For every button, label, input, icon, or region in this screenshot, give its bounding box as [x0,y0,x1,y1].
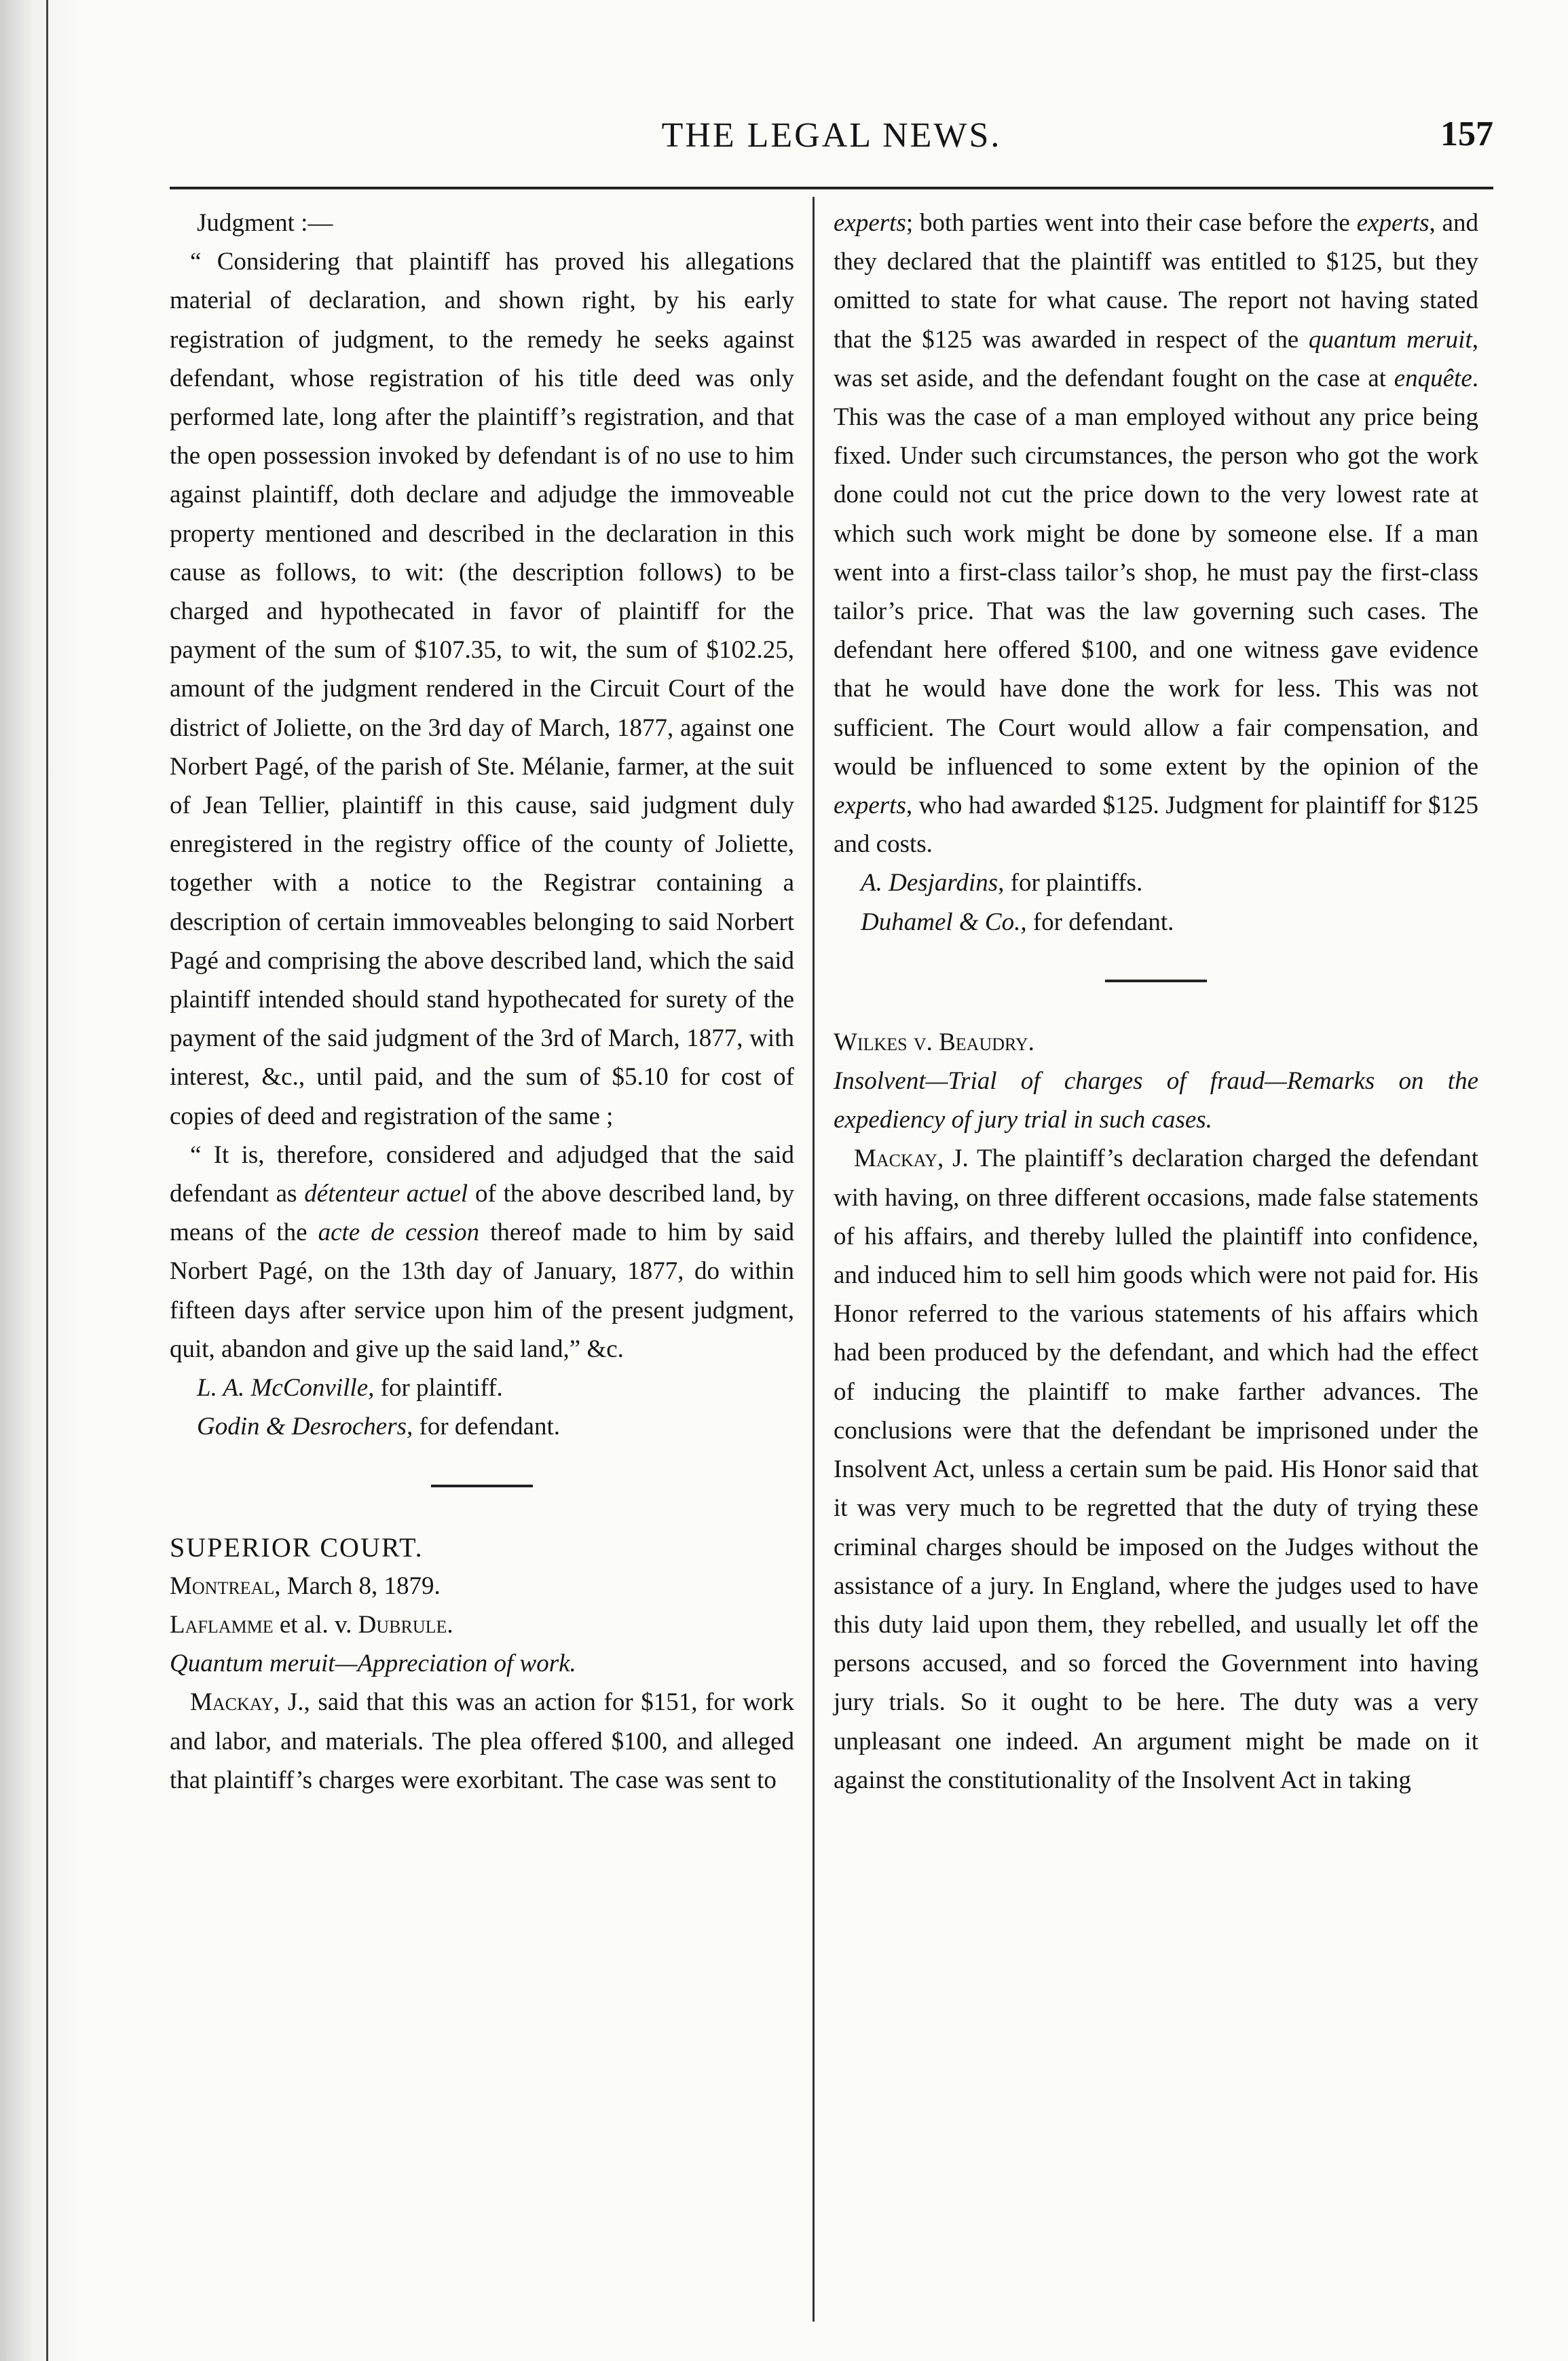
term-enquete: enquête [1394,364,1472,392]
left-column [170,204,794,1800]
text-run: ; both parties went into their case before the [906,209,1357,237]
term-quantum-meruit: quantum meruit [1308,325,1472,354]
term-experts: experts [834,792,906,820]
counsel-defendant [834,903,1478,942]
counsel-role: for plaintiff. [374,1374,503,1402]
page-header [170,109,1493,170]
counsel-name: A. Desjardins, [861,869,1005,897]
opinion-paragraph [170,1683,794,1800]
case-subject-text: Quantum meruit—Appreciation of work. [170,1650,576,1678]
counsel-plaintiffs [834,863,1478,902]
page-edge-shadow [0,0,81,2361]
counsel-plaintiff [170,1369,794,1407]
text-run: , who had awarded $125. Judgment for plaintiff for $125 and costs. [834,792,1478,859]
case-party-2: Dubrule. [358,1610,453,1639]
journal-title: THE LEGAL NEWS. [661,116,1002,155]
section-divider [431,1485,533,1487]
column-divider [813,197,815,2322]
counsel-name: L. A. McConville, [197,1374,375,1402]
opinion-paragraph [834,1139,1478,1799]
opinion-text: J., said that this was an action for $151, for work and labor, and materials. The plea offered $100, and alleged that plaintiff’s charges were exorbitant. The case was sent to [170,1688,794,1794]
date-value: March 8, 1879. [280,1572,441,1600]
judgment-paragraph-2 [170,1136,794,1369]
judge-name: Mackay, [854,1145,944,1173]
page-number: 157 [1440,115,1493,153]
case-subject-text: Insolvent—Trial of charges of fraud—Remarks on the expediency of jury trial in such cases. [834,1067,1478,1134]
counsel-name: Godin & Desrochers, [197,1413,413,1441]
case-versus: et al. v. [273,1610,358,1639]
opinion-text: J. The plaintiff’s declaration charged the defendant with having, on three different occasions, made false statements of his affairs, and thereby lulled the plaintiff into confidence, and induced him to sell him goods which were not paid for. His Honor referred to the various statements of his affairs which had been produced by the defendant, and which had the effect of inducing the plaintiff to make farther advances. The conclusions were that the defendant be imprisoned under the Insolvent Act, unless a certain sum be paid. His Honor said that it was very much to be regretted that the duty of trying these criminal charges should be imposed on the Judges without the assistance of a jury. In England, where the judges used to have this duty laid upon them, they rebelled, and usually let off the persons accused, and so forced the Government into having jury trials. So it ought to be here. The duty was a very unpleasant one indeed. An argument might be made on it against the constitutionality of the Insolvent Act in taking [834,1145,1478,1794]
counsel-role: for defendant. [1026,908,1174,936]
counsel-defendant [170,1407,794,1446]
judgment-paragraph-1: “ Considering that plaintiff has proved his allegations material of declaration, and shown right, by his early registration of judgment, to the remedy he seeks against defendant, whose registration of his title deed was only performed late, long after the plaintiff’s registration, and that the open possession invoked by defendant is of no use to him against plaintiff, doth declare and adjudge the immoveable property mentioned and described in the declaration in this cause as follows, to wit: (the description follows) to be charged and hypothecated in favor of plaintiff for the payment of the sum of $107.35, to wit, the sum of $102.25, amount of the judgment rendered in the Circuit Court of the district of Joliette, on the 3rd day of March, 1877, against one Norbert Pagé, of the parish of Ste. Mélanie, farmer, at the suit of Jean Tellier, plaintiff in this cause, said judgment duly enregistered in the registry office of the county of Joliette, together with a notice to the Registrar containing a description of certain immoveables belonging to said Norbert Pagé and comprising the above described land, which the said plaintiff intended should stand hypothecated for surety of the payment of the said judgment of the 3rd of March, 1877, with interest, &c., until paid, and the sum of $5.10 for cost of copies of deed and registration of the same ; [170,248,794,1130]
term-experts: experts [1356,209,1430,237]
judge-name: Mackay, [190,1688,280,1717]
para2-term-acte: acte de cession [318,1219,480,1247]
text-run: , and they declared that the plaintiff was entitled to $125, but they omitted to state for what cause. The report not having stated that the $125 was awarded in respect of the [834,209,1478,354]
para2-text-a: “ It is, therefore, considered and adjudged that the said defendant as [170,1140,794,1208]
term-experts: experts [834,209,906,237]
case-title: Wilkes v. Beaudry. [834,1028,1034,1056]
counsel-name: Duhamel & Co., [861,908,1027,936]
case-party-1: Laflamme [170,1610,274,1639]
counsel-role: for plaintiffs. [1004,869,1143,897]
section-divider [1105,980,1207,982]
opinion-continuation [834,204,1478,863]
right-column [834,204,1478,1800]
case-subject [170,1644,794,1683]
binding-line [46,0,48,2361]
header-rule [170,187,1493,189]
judgment-label: Judgment :— [197,209,333,237]
para2-text-c: of the above described land, by means of the [170,1180,794,1247]
text-run: , was set aside, and the defendant fought on the case at [834,325,1478,392]
date-place: Montreal, [170,1572,281,1600]
case-title [170,1605,794,1644]
text-run: . This was the case of a man employed without any price being fixed. Under such circumstances, the person who got the work done could not cut the price down to the very lowest rate at which such work might be done by someone else. If a man went into a first-class tailor’s shop, he must pay the first-class tailor’s price. That was the law governing such cases. The defendant here offered $100, and one witness gave evidence that he would have done the work for less. This was not sufficient. The Court would allow a fair compensation, and would be influenced to some extent by the opinion of the [834,364,1478,781]
case-subject [834,1062,1478,1139]
para2-term-detenteur: détenteur actuel [304,1180,468,1208]
counsel-role: for defendant. [413,1413,561,1441]
court-heading: SUPERIOR COURT. [170,1531,424,1563]
para2-text-e: thereof made to him by said Norbert Pagé, on the 13th day of January, 1877, do within fifteen days after service upon him of the present judgment, quit, abandon and give up the said land,” &c. [170,1219,794,1363]
date-line [170,1567,794,1605]
